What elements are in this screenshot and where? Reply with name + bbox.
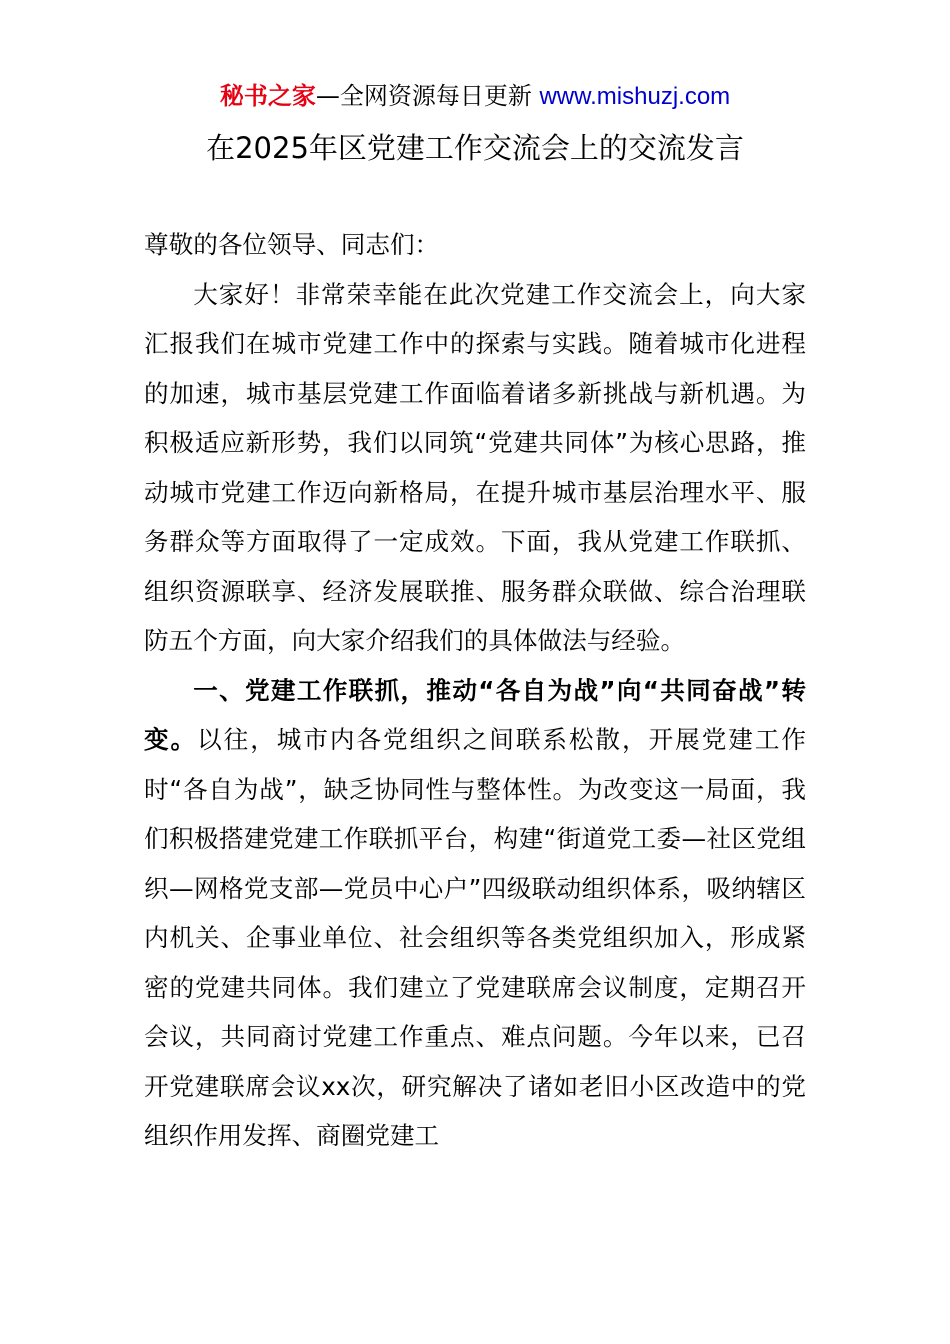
header-tagline: 全网资源每日更新 bbox=[339, 82, 532, 110]
salutation: 尊敬的各位领导、同志们： bbox=[144, 230, 440, 259]
site-url-link[interactable]: www.mishuzj.com bbox=[539, 83, 731, 110]
brand-name: 秘书之家 bbox=[219, 82, 316, 110]
section-one-text: 以往，城市内各党组织之间联系松散，开展党建工作时“各自为战”，缺乏协同性与整体性。为改变这一局面，我们积极搭建党建工作联抓平台，构建“街道党工委—社区党组织—网格党支部—党员中心户”四级联动组织体系，吸纳辖区内机关、企事业单位、社会组织等各类党组织加入，形成紧密的党建共同体。我们建立了党建联席会议制度，定期召开会议，共同商讨党建工作重点、难点问题。今年以来，已召开党建联席会议xx次，研究解决了诸如老旧小区改造中的党组织作用发挥、商圈党建工 bbox=[144, 725, 806, 1150]
intro-paragraph: 大家好！非常荣幸能在此次党建工作交流会上，向大家汇报我们在城市党建工作中的探索与实践。随着城市化进程的加速，城市基层党建工作面临着诸多新挑战与新机遇。为积极适应新形势，我们以同筑“党建共同体”为核心思路，推动城市党建工作迈向新格局，在提升城市基层治理水平、服务群众等方面取得了一定成效。下面，我从党建工作联抓、组织资源联享、经济发展联推、服务群众联做、综合治理联防五个方面，向大家介绍我们的具体做法与经验。 bbox=[144, 279, 806, 655]
header-dash: — bbox=[315, 82, 340, 110]
document-body bbox=[144, 220, 806, 1161]
site-header bbox=[0, 78, 950, 115]
section-one-heading: 一、党建工作联抓，推动“各自为战”向“共同奋战”转变。 bbox=[144, 675, 806, 754]
document-title: 在2025年区党建工作交流会上的交流发言 bbox=[206, 131, 744, 165]
section-one-paragraph bbox=[144, 666, 806, 1161]
